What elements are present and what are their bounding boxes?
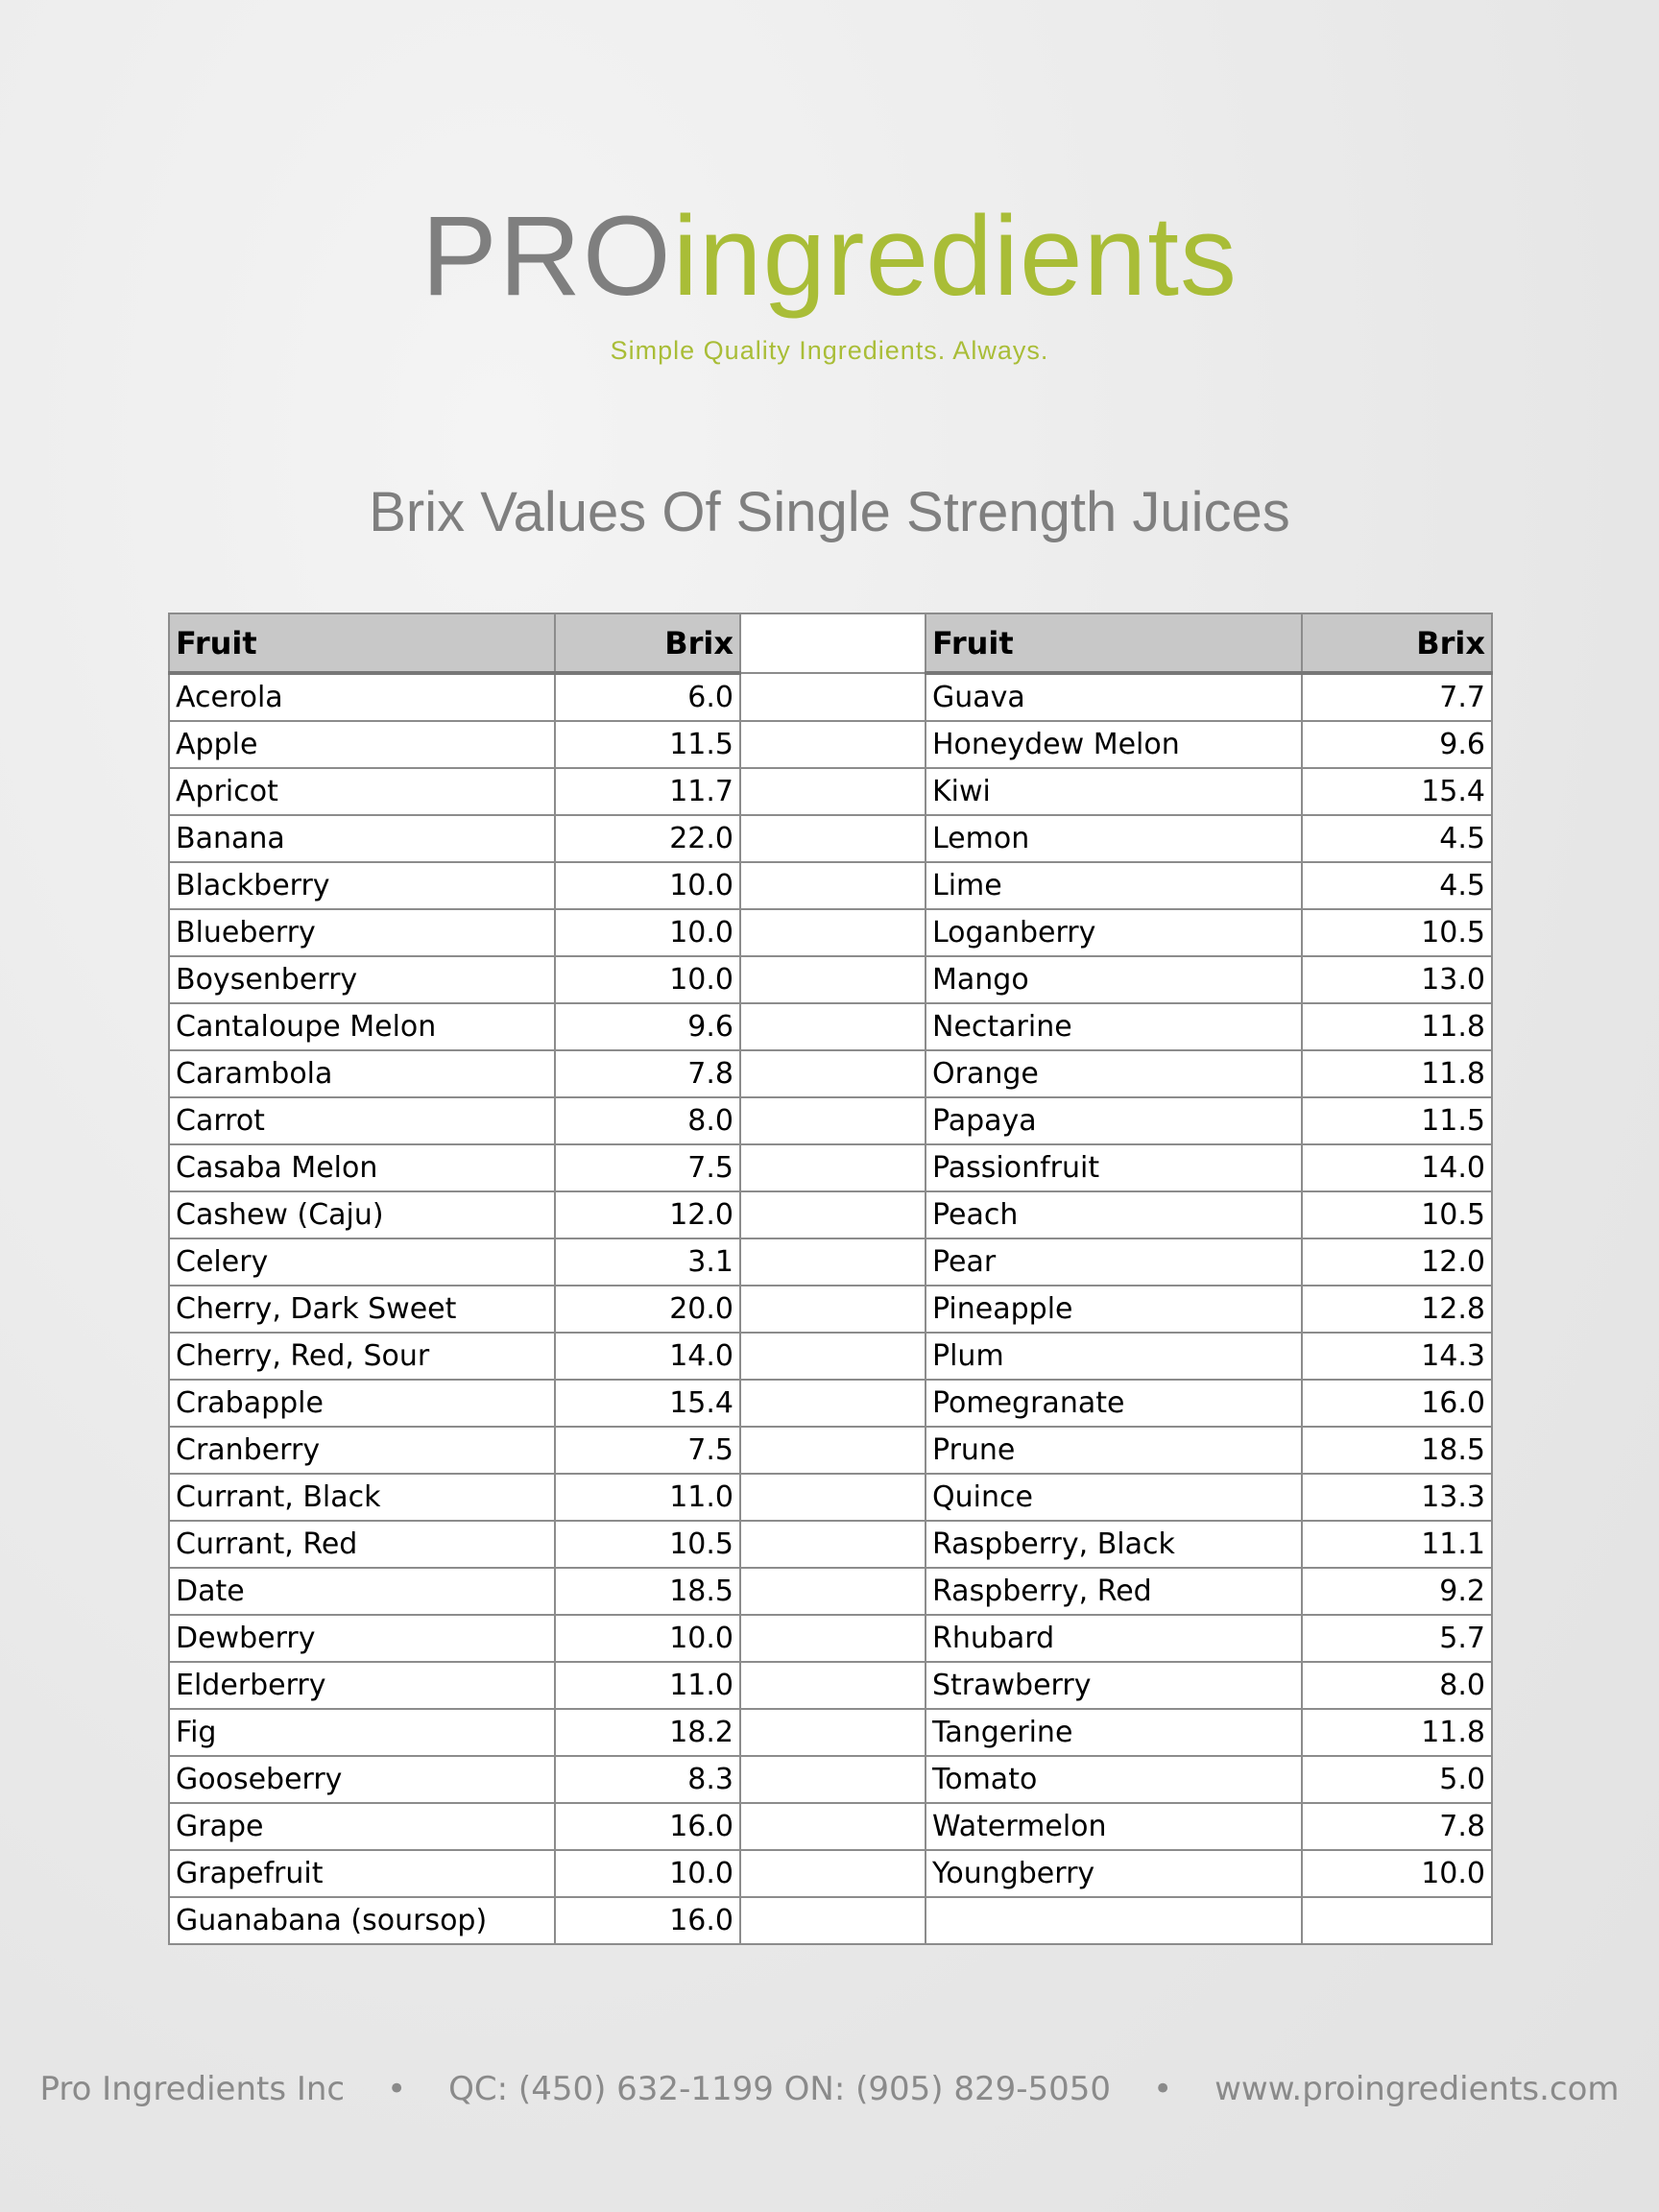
brix-value-right: 8.0: [1302, 1662, 1492, 1709]
brix-value-left: 7.8: [555, 1050, 740, 1097]
fruit-name-right: [926, 1897, 1302, 1944]
brand-tagline: Simple Quality Ingredients. Always.: [610, 336, 1049, 365]
fruit-name-left: Boysenberry: [169, 956, 555, 1003]
brix-value-right: 13.0: [1302, 956, 1492, 1003]
table-row: [169, 815, 1492, 862]
fruit-name-right: Papaya: [926, 1097, 1302, 1144]
table-row: [169, 1003, 1492, 1050]
fruit-name-right: Prune: [926, 1427, 1302, 1474]
fruit-name-left: Dewberry: [169, 1615, 555, 1662]
table-row: [169, 1427, 1492, 1474]
brix-value-left: 9.6: [555, 1003, 740, 1050]
table-gap-cell: [740, 1050, 926, 1097]
brix-value-right: 4.5: [1302, 815, 1492, 862]
fruit-name-right: Peach: [926, 1191, 1302, 1238]
fruit-name-left: Grapefruit: [169, 1850, 555, 1897]
brix-value-left: 18.2: [555, 1709, 740, 1756]
brix-value-left: 3.1: [555, 1238, 740, 1286]
header-brix-right: Brix: [1302, 613, 1492, 673]
fruit-name-left: Carambola: [169, 1050, 555, 1097]
brix-value-right: 4.5: [1302, 862, 1492, 909]
header-fruit-right: Fruit: [926, 613, 1302, 673]
fruit-name-right: Orange: [926, 1050, 1302, 1097]
table-row: [169, 1615, 1492, 1662]
brix-value-left: 8.3: [555, 1756, 740, 1803]
table-gap-cell: [740, 1568, 926, 1615]
brix-value-left: 10.0: [555, 956, 740, 1003]
table-gap-cell: [740, 1286, 926, 1333]
fruit-name-right: Tangerine: [926, 1709, 1302, 1756]
fruit-name-right: Raspberry, Black: [926, 1521, 1302, 1568]
logo-pro-text: PRO: [421, 193, 673, 320]
footer: [0, 2070, 1659, 2108]
fruit-name-right: Strawberry: [926, 1662, 1302, 1709]
table-gap-cell: [740, 1615, 926, 1662]
fruit-name-left: Currant, Black: [169, 1474, 555, 1521]
table-gap-cell: [740, 862, 926, 909]
table-row: [169, 1803, 1492, 1850]
fruit-name-right: Guava: [926, 673, 1302, 721]
table-row: [169, 1521, 1492, 1568]
table-gap-cell: [740, 956, 926, 1003]
header-gap: [740, 613, 926, 673]
brix-value-right: 18.5: [1302, 1427, 1492, 1474]
brix-value-right: 10.5: [1302, 1191, 1492, 1238]
brix-value-right: 11.1: [1302, 1521, 1492, 1568]
footer-separator: •: [387, 2070, 407, 2108]
fruit-name-left: Banana: [169, 815, 555, 862]
table-row: [169, 862, 1492, 909]
brix-value-right: 5.7: [1302, 1615, 1492, 1662]
table-header-row: [169, 613, 1492, 673]
fruit-name-left: Elderberry: [169, 1662, 555, 1709]
fruit-name-left: Blueberry: [169, 909, 555, 956]
brix-value-right: 16.0: [1302, 1380, 1492, 1427]
table-gap-cell: [740, 1097, 926, 1144]
brix-value-right: 12.8: [1302, 1286, 1492, 1333]
table-gap-cell: [740, 1144, 926, 1191]
table-gap-cell: [740, 1333, 926, 1380]
brix-value-right: 15.4: [1302, 768, 1492, 815]
brix-value-left: 11.0: [555, 1662, 740, 1709]
fruit-name-left: Apricot: [169, 768, 555, 815]
fruit-name-left: Fig: [169, 1709, 555, 1756]
table-gap-cell: [740, 1427, 926, 1474]
brix-value-right: 10.0: [1302, 1850, 1492, 1897]
table-row: [169, 909, 1492, 956]
fruit-name-left: Casaba Melon: [169, 1144, 555, 1191]
brand-logo: [0, 184, 1659, 328]
table-gap-cell: [740, 1521, 926, 1568]
fruit-name-right: Tomato: [926, 1756, 1302, 1803]
table-row: [169, 1474, 1492, 1521]
table-gap-cell: [740, 1238, 926, 1286]
table-row: [169, 1709, 1492, 1756]
table-row: [169, 1568, 1492, 1615]
footer-company: Pro Ingredients Inc: [39, 2070, 346, 2108]
fruit-name-right: Plum: [926, 1333, 1302, 1380]
fruit-name-left: Cranberry: [169, 1427, 555, 1474]
fruit-name-left: Crabapple: [169, 1380, 555, 1427]
table-gap-cell: [740, 768, 926, 815]
brix-value-right: 9.2: [1302, 1568, 1492, 1615]
table-body: [169, 673, 1492, 1944]
fruit-name-right: Mango: [926, 956, 1302, 1003]
brix-value-left: 8.0: [555, 1097, 740, 1144]
fruit-name-left: Guanabana (soursop): [169, 1897, 555, 1944]
brix-value-left: 6.0: [555, 673, 740, 721]
table-gap-cell: [740, 909, 926, 956]
table-row: [169, 1238, 1492, 1286]
brix-value-left: 11.5: [555, 721, 740, 768]
fruit-name-right: Loganberry: [926, 909, 1302, 956]
header-brix-left: Brix: [555, 613, 740, 673]
fruit-name-right: Pineapple: [926, 1286, 1302, 1333]
brix-value-left: 14.0: [555, 1333, 740, 1380]
fruit-name-left: Cherry, Red, Sour: [169, 1333, 555, 1380]
fruit-name-left: Grape: [169, 1803, 555, 1850]
table-gap-cell: [740, 1850, 926, 1897]
footer-website[interactable]: www.proingredients.com: [1214, 2070, 1620, 2108]
brix-value-right: 14.3: [1302, 1333, 1492, 1380]
fruit-name-right: Pomegranate: [926, 1380, 1302, 1427]
table-header: [169, 613, 1492, 673]
table-gap-cell: [740, 1803, 926, 1850]
brix-value-left: 10.5: [555, 1521, 740, 1568]
table-gap-cell: [740, 1756, 926, 1803]
table-gap-cell: [740, 721, 926, 768]
brix-value-left: 18.5: [555, 1568, 740, 1615]
brix-value-left: 16.0: [555, 1803, 740, 1850]
brix-value-right: 11.8: [1302, 1003, 1492, 1050]
brix-value-left: 10.0: [555, 1850, 740, 1897]
fruit-name-right: Pear: [926, 1238, 1302, 1286]
brix-value-left: 16.0: [555, 1897, 740, 1944]
footer-separator: •: [1153, 2070, 1173, 2108]
brix-value-right: 11.5: [1302, 1097, 1492, 1144]
table-row: [169, 673, 1492, 721]
fruit-name-right: Raspberry, Red: [926, 1568, 1302, 1615]
brix-value-right: 7.7: [1302, 673, 1492, 721]
table-gap-cell: [740, 1662, 926, 1709]
table-gap-cell: [740, 1474, 926, 1521]
table-gap-cell: [740, 1191, 926, 1238]
table-gap-cell: [740, 1380, 926, 1427]
brix-value-right: 7.8: [1302, 1803, 1492, 1850]
brix-value-left: 10.0: [555, 909, 740, 956]
fruit-name-left: Blackberry: [169, 862, 555, 909]
fruit-name-left: Cantaloupe Melon: [169, 1003, 555, 1050]
brix-value-left: 11.7: [555, 768, 740, 815]
fruit-name-left: Apple: [169, 721, 555, 768]
fruit-name-left: Cashew (Caju): [169, 1191, 555, 1238]
fruit-name-right: Lime: [926, 862, 1302, 909]
header-fruit-left: Fruit: [169, 613, 555, 673]
brix-value-right: 9.6: [1302, 721, 1492, 768]
table-row: [169, 721, 1492, 768]
table-row: [169, 768, 1492, 815]
brix-value-right: 13.3: [1302, 1474, 1492, 1521]
fruit-name-right: Nectarine: [926, 1003, 1302, 1050]
fruit-name-left: Carrot: [169, 1097, 555, 1144]
brix-value-right: 11.8: [1302, 1709, 1492, 1756]
brix-value-left: 10.0: [555, 1615, 740, 1662]
fruit-name-left: Currant, Red: [169, 1521, 555, 1568]
table-gap-cell: [740, 1897, 926, 1944]
table-row: [169, 1144, 1492, 1191]
table-row: [169, 1191, 1492, 1238]
brix-value-left: 12.0: [555, 1191, 740, 1238]
brix-value-right: 11.8: [1302, 1050, 1492, 1097]
table-gap-cell: [740, 673, 926, 721]
fruit-name-right: Watermelon: [926, 1803, 1302, 1850]
fruit-name-left: Celery: [169, 1238, 555, 1286]
fruit-name-right: Honeydew Melon: [926, 721, 1302, 768]
brix-value-right: [1302, 1897, 1492, 1944]
table-row: [169, 1850, 1492, 1897]
brix-value-left: 7.5: [555, 1427, 740, 1474]
table-row: [169, 1662, 1492, 1709]
table-row: [169, 1050, 1492, 1097]
brix-value-left: 10.0: [555, 862, 740, 909]
table-gap-cell: [740, 815, 926, 862]
table-gap-cell: [740, 1709, 926, 1756]
fruit-name-right: Quince: [926, 1474, 1302, 1521]
brix-value-right: 12.0: [1302, 1238, 1492, 1286]
brix-value-left: 20.0: [555, 1286, 740, 1333]
fruit-name-right: Kiwi: [926, 768, 1302, 815]
brix-value-right: 14.0: [1302, 1144, 1492, 1191]
brix-table: [168, 613, 1493, 1945]
table-gap-cell: [740, 1003, 926, 1050]
fruit-name-left: Cherry, Dark Sweet: [169, 1286, 555, 1333]
logo-ingredients-text: ingredients: [672, 193, 1238, 320]
fruit-name-left: Gooseberry: [169, 1756, 555, 1803]
table-row: [169, 1756, 1492, 1803]
fruit-name-right: Rhubard: [926, 1615, 1302, 1662]
brix-value-left: 22.0: [555, 815, 740, 862]
fruit-name-right: Lemon: [926, 815, 1302, 862]
page-title: Brix Values Of Single Strength Juices: [369, 481, 1290, 543]
fruit-name-left: Date: [169, 1568, 555, 1615]
brix-value-right: 10.5: [1302, 909, 1492, 956]
table-row: [169, 1380, 1492, 1427]
fruit-name-right: Passionfruit: [926, 1144, 1302, 1191]
brix-value-left: 11.0: [555, 1474, 740, 1521]
brix-value-left: 15.4: [555, 1380, 740, 1427]
footer-phones: QC: (450) 632-1199 ON: (905) 829-5050: [448, 2070, 1112, 2108]
table-row: [169, 1333, 1492, 1380]
table-row: [169, 1897, 1492, 1944]
fruit-name-left: Acerola: [169, 673, 555, 721]
fruit-name-right: Youngberry: [926, 1850, 1302, 1897]
table-row: [169, 956, 1492, 1003]
table-row: [169, 1286, 1492, 1333]
table-row: [169, 1097, 1492, 1144]
brix-value-right: 5.0: [1302, 1756, 1492, 1803]
brix-value-left: 7.5: [555, 1144, 740, 1191]
